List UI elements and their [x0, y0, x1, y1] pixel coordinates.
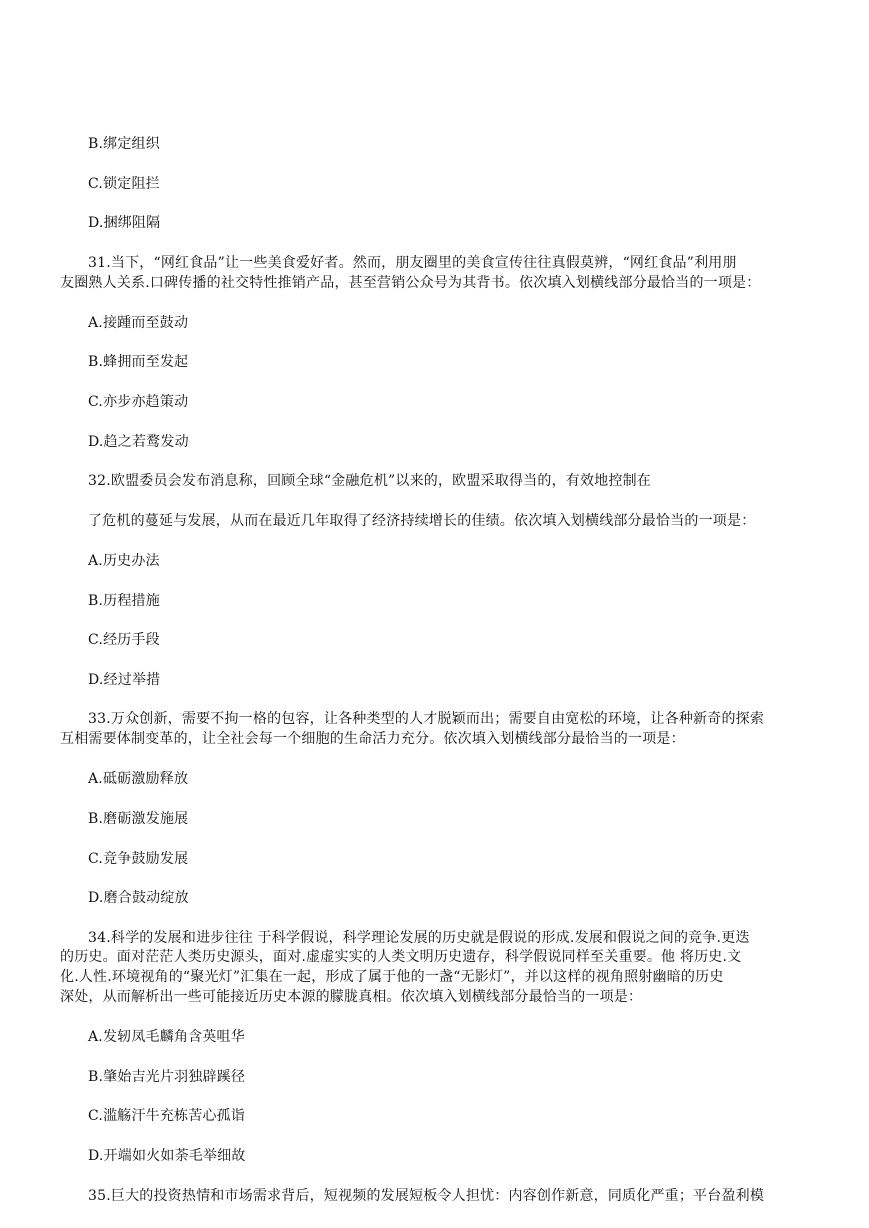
q34-option-c: C.滥觞汗牛充栋苦心孤诣 — [88, 1108, 246, 1124]
q34-text-line1: 34.科学的发展和进步往往 于科学假说，科学理论发展的历史就是假说的形成.发展和假说之间的竞争.更迭 — [88, 930, 750, 946]
q33-text-line1: 33.万众创新，需要不拘一格的包容，让各种类型的人才脱颖而出；需要自由宽松的环境，让各种新奇的探索 — [88, 711, 765, 727]
q32-text-line2: 了危机的蔓延与发展，从而在最近几年取得了经济持续增长的佳绩。依次填入划横线部分最恰当的一项是： — [88, 513, 756, 529]
q33-option-d: D.磨合鼓动绽放 — [88, 890, 189, 906]
q33-option-a: A.砥砺激励释放 — [88, 771, 189, 787]
q34-option-b: B.肇始吉光片羽独辟蹊径 — [88, 1069, 246, 1085]
q31-option-c: C.亦步亦趋策动 — [88, 394, 189, 410]
q32-option-c: C.经历手段 — [88, 632, 160, 648]
q30-option-b: B.绑定组织 — [88, 136, 160, 152]
q32-option-a: A.历史办法 — [88, 553, 160, 569]
q31-option-a: A.接踵而至鼓动 — [88, 315, 189, 331]
q32-option-d: D.经过举措 — [88, 672, 161, 688]
q34-text-line3: 化.人性.环境视角的“聚光灯”汇集在一起，形成了属于他的一盏“无影灯”，并以这样的视角照射幽暗的历史 — [60, 969, 724, 985]
q31-text-line1: 31.当下，“网红食品”让一些美食爱好者。然而，朋友圈里的美食宣传往往真假莫辨，“网红食品”利用朋 — [88, 255, 737, 271]
q34-text-line4: 深处，从而解析出一些可能接近历史本源的朦胧真相。依次填入划横线部分最恰当的一项是： — [60, 989, 643, 1005]
q34-option-a: A.发轫凤毛麟角含英咀华 — [88, 1029, 245, 1045]
q34-option-d: D.开端如火如荼毛举细故 — [88, 1148, 246, 1164]
q32-option-b: B.历程措施 — [88, 593, 160, 609]
q33-option-c: C.竞争鼓励发展 — [88, 851, 189, 867]
q31-text-line2: 友圈熟人关系.口碑传播的社交特性推销产品，甚至营销公众号为其背书。依次填入划横线部分最恰当的一项是： — [60, 275, 761, 291]
q33-option-b: B.磨砺激发施展 — [88, 811, 189, 827]
q31-option-b: B.蜂拥而至发起 — [88, 354, 189, 370]
q32-text-line1: 32.欧盟委员会发布消息称，回顾全球“金融危机”以来的，欧盟采取得当的，有效地控制在 — [88, 473, 651, 489]
q30-option-c: C.锁定阻拦 — [88, 176, 160, 192]
q33-text-line2: 互相需要体制变革的，让全社会每一个细胞的生命活力充分。依次填入划横线部分最恰当的一项是： — [60, 731, 685, 747]
q35-text-line1: 35.巨大的投资热情和市场需求背后，短视频的发展短板令人担忧：内容创作新意，同质化严重；平台盈利模 — [88, 1188, 765, 1204]
q31-option-d: D.趋之若鹜发动 — [88, 434, 189, 450]
q34-text-line2: 的历史。面对茫茫人类历史源头，面对.虚虚实实的人类文明历史遗存，科学假说同样至关重要。他 将历史.文 — [60, 949, 742, 965]
q30-option-d: D.捆绑阻隔 — [88, 215, 161, 231]
